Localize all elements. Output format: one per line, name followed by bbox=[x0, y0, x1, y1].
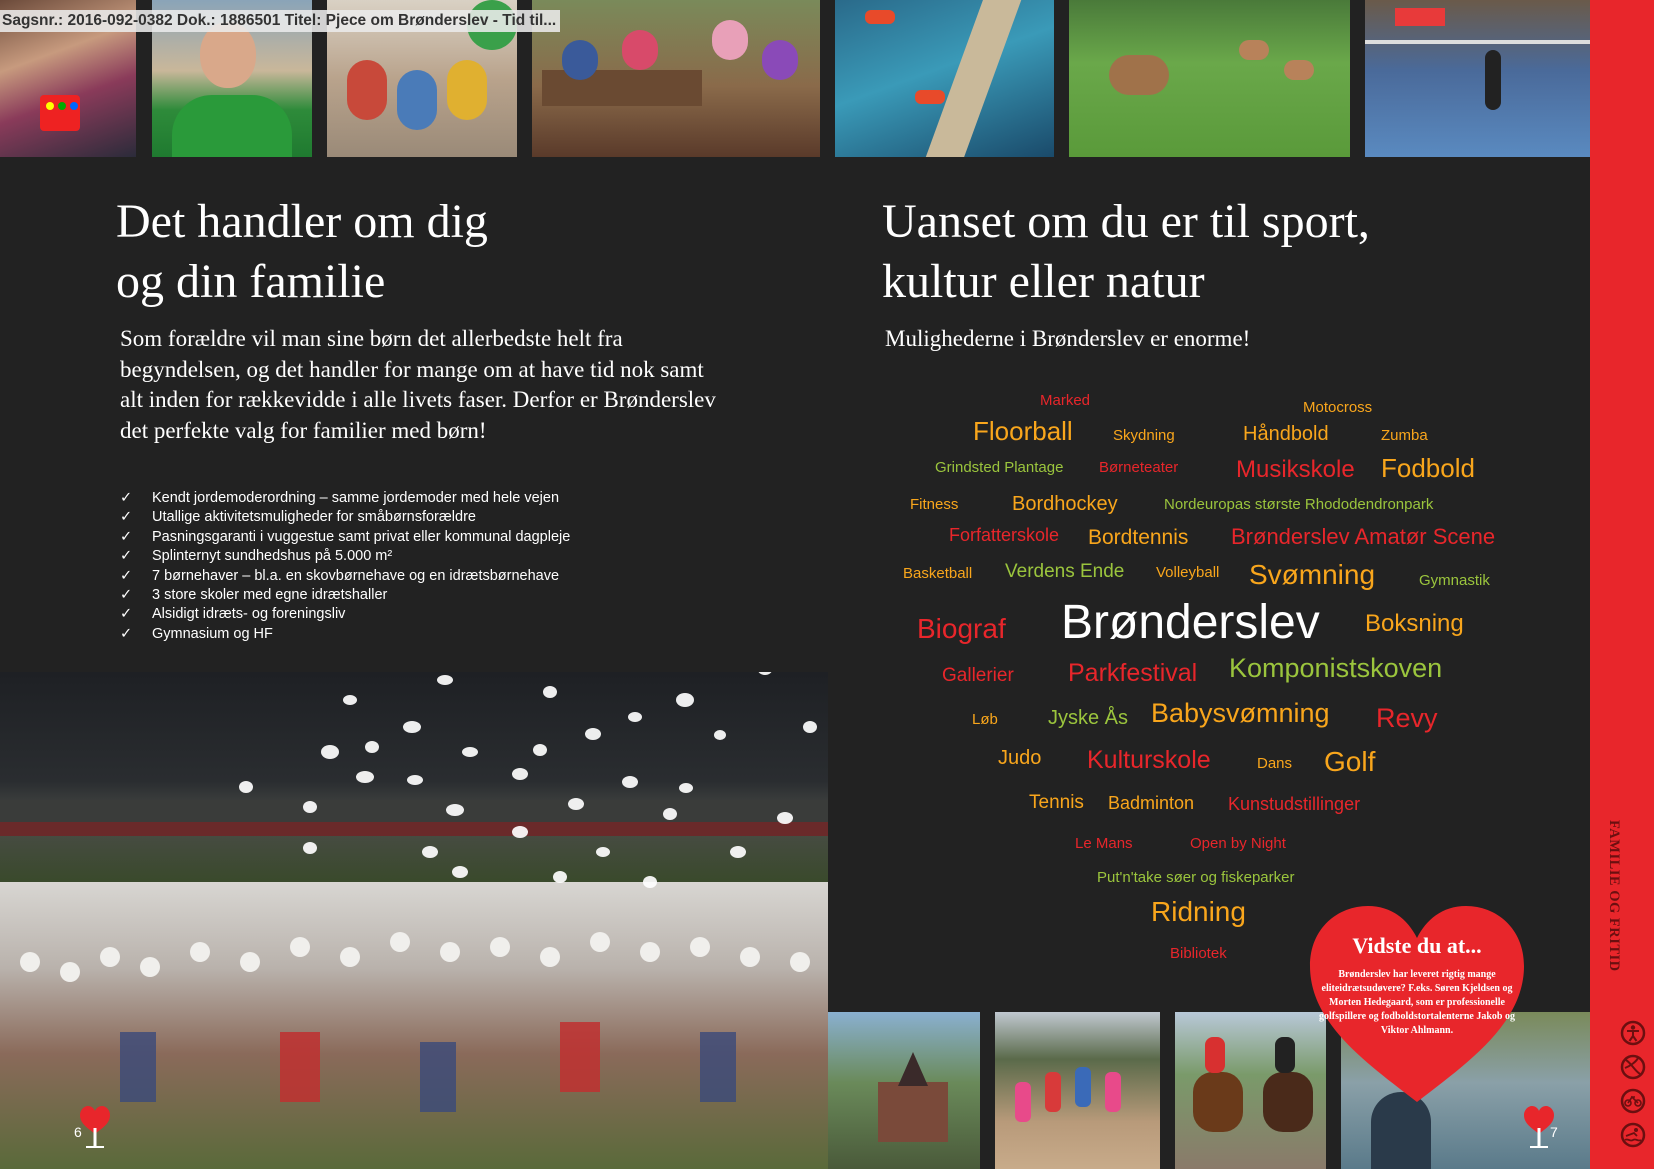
list-item: ✓ Pasningsgaranti i vuggestue samt privat eller kommunal dagpleje bbox=[120, 528, 570, 547]
word-grindsted-plantage: Grindsted Plantage bbox=[935, 459, 1064, 476]
photo-swimming-pool bbox=[835, 0, 1054, 157]
word-gymnastik: Gymnastik bbox=[1419, 572, 1490, 589]
word-komponistskoven: Komponistskoven bbox=[1229, 653, 1443, 683]
word-le-mans: Le Mans bbox=[1075, 835, 1133, 852]
word-golf: Golf bbox=[1324, 746, 1376, 777]
checkmark-icon: ✓ bbox=[120, 625, 133, 642]
word-parkfestival: Parkfestival bbox=[1068, 659, 1198, 687]
word-fitness: Fitness bbox=[910, 496, 959, 513]
tree-heart-logo-icon bbox=[78, 1104, 112, 1150]
word-broenderslev: Brønderslev bbox=[1061, 596, 1320, 649]
word-broenderslev-amatoer-scene: Brønderslev Amatør Scene bbox=[1231, 524, 1496, 549]
word-boksning: Boksning bbox=[1365, 610, 1464, 637]
word-jyske-aas: Jyske Ås bbox=[1048, 707, 1129, 729]
word-fodbold: Fodbold bbox=[1381, 453, 1475, 483]
right-page-heading bbox=[882, 192, 1370, 312]
list-item: ✓ 3 store skoler med egne idrætshaller bbox=[120, 586, 570, 605]
word-tennis: Tennis bbox=[1029, 792, 1084, 813]
word-badminton: Badminton bbox=[1108, 793, 1195, 813]
bike-icon bbox=[1620, 1088, 1646, 1114]
list-item: ✓ Kendt jordemoderordning – samme jordemoder med hele vejen bbox=[120, 489, 570, 508]
word-revy: Revy bbox=[1376, 703, 1438, 733]
word-verdens-ende: Verdens Ende bbox=[1005, 561, 1125, 582]
word-dans: Dans bbox=[1257, 755, 1293, 772]
document-header-bar: Sagsnr.: 2016-092-0382 Dok.: 1886501 Titel: Pjece om Brønderslev - Tid til... bbox=[0, 10, 560, 32]
checkmark-icon: ✓ bbox=[120, 567, 133, 584]
word-basketball: Basketball bbox=[903, 565, 973, 582]
word-musikskole: Musikskole bbox=[1236, 456, 1355, 483]
list-item: ✓ Utallige aktivitetsmuligheder for småbørnsforældre bbox=[120, 508, 570, 527]
list-item: ✓ 7 børnehaver – bl.a. en skovbørnehave og en idrætsbørnehave bbox=[120, 567, 570, 586]
list-item: ✓ Splinternyt sundhedshus på 5.000 m² bbox=[120, 547, 570, 566]
word-kulturskole: Kulturskole bbox=[1087, 746, 1211, 774]
word-volleyball: Volleyball bbox=[1156, 564, 1220, 581]
word-zumba: Zumba bbox=[1381, 427, 1428, 444]
did-you-know-title: Vidste du at... bbox=[1352, 933, 1482, 958]
right-heading-line2: kultur eller natur bbox=[882, 255, 1205, 308]
photo-sports-hall bbox=[1365, 0, 1590, 157]
did-you-know-body: Brønderslev har leveret rigtig mange eliteidrætsudøvere? F.eks. Søren Kjeldsen og Morten Hedegaard, som er professionelle golfspillere og fodboldstortalenterne Jakob og Viktor Ahlmann. bbox=[1319, 969, 1515, 1036]
word-forfatterskole: Forfatterskole bbox=[949, 525, 1060, 545]
photo-horse-riders bbox=[1175, 1012, 1326, 1169]
word-motocross: Motocross bbox=[1303, 399, 1373, 416]
word-judo: Judo bbox=[998, 747, 1042, 769]
graduation-illustration bbox=[0, 672, 828, 1169]
word-boerneteater: Børneteater bbox=[1099, 459, 1179, 476]
word-gallerier: Gallerier bbox=[942, 665, 1014, 686]
word-bordhockey: Bordhockey bbox=[1012, 493, 1118, 515]
list-item: ✓ Gymnasium og HF bbox=[120, 625, 570, 644]
left-heading-line1: Det handler om dig bbox=[116, 195, 488, 248]
right-page-number: 7 bbox=[1550, 1124, 1558, 1140]
word-putntake: Put'n'take søer og fiskeparker bbox=[1097, 869, 1295, 886]
section-label-vertical: FAMILIE OG FRITID bbox=[1606, 820, 1622, 972]
word-bordtennis: Bordtennis bbox=[1088, 526, 1189, 549]
left-page-number: 6 bbox=[74, 1124, 82, 1140]
checkmark-icon: ✓ bbox=[120, 528, 133, 545]
person-icon bbox=[1620, 1020, 1646, 1046]
photo-children-at-table bbox=[532, 0, 820, 157]
checkmark-icon: ✓ bbox=[120, 606, 133, 623]
ball-icon bbox=[1620, 1054, 1646, 1080]
word-bibliotek: Bibliotek bbox=[1170, 945, 1227, 962]
word-skydning: Skydning bbox=[1113, 427, 1175, 444]
right-page-subheading: Mulighederne i Brønderslev er enorme! bbox=[885, 326, 1251, 351]
photo-walking-group bbox=[995, 1012, 1160, 1169]
red-side-strip bbox=[1590, 0, 1654, 1169]
word-svoemning: Svømning bbox=[1249, 559, 1376, 590]
right-heading-line1: Uanset om du er til sport, bbox=[882, 195, 1370, 248]
left-page-intro: Som forældre vil man sine børn det allerbedste helt fra begyndelsen, og det handler for mange om at have tid nok samt alt inden for rækkevidde i alle livets faser. Derfor er Brønderslev det perfekte valg for familier med børn! bbox=[120, 326, 716, 443]
list-item: ✓ Alsidigt idræts- og foreningsliv bbox=[120, 605, 570, 624]
word-open-by-night: Open by Night bbox=[1190, 835, 1286, 852]
checkmark-icon: ✓ bbox=[120, 509, 133, 526]
left-page-heading bbox=[116, 192, 488, 312]
word-babysvoemning: Babysvømning bbox=[1151, 698, 1330, 728]
checkmark-icon: ✓ bbox=[120, 490, 133, 506]
word-marked: Marked bbox=[1040, 392, 1091, 409]
word-haandbold: Håndbold bbox=[1243, 423, 1329, 445]
word-ridning: Ridning bbox=[1151, 896, 1246, 927]
benefits-checklist bbox=[120, 489, 570, 644]
word-loeb: Løb bbox=[972, 711, 998, 728]
left-heading-line2: og din familie bbox=[116, 255, 386, 308]
photo-deer-park bbox=[1069, 0, 1350, 157]
word-rhododendronpark: Nordeuropas største Rhododendronpark bbox=[1164, 496, 1434, 513]
checkmark-icon: ✓ bbox=[120, 587, 133, 604]
checkmark-icon: ✓ bbox=[120, 548, 133, 565]
photo-graduation-celebration bbox=[0, 672, 828, 1169]
photo-church-in-woods bbox=[828, 1012, 980, 1169]
swimmer-icon bbox=[1620, 1122, 1646, 1148]
word-kunstudstillinger: Kunstudstillinger bbox=[1228, 794, 1361, 814]
word-biograf: Biograf bbox=[917, 613, 1006, 644]
word-floorball: Floorball bbox=[973, 416, 1073, 446]
